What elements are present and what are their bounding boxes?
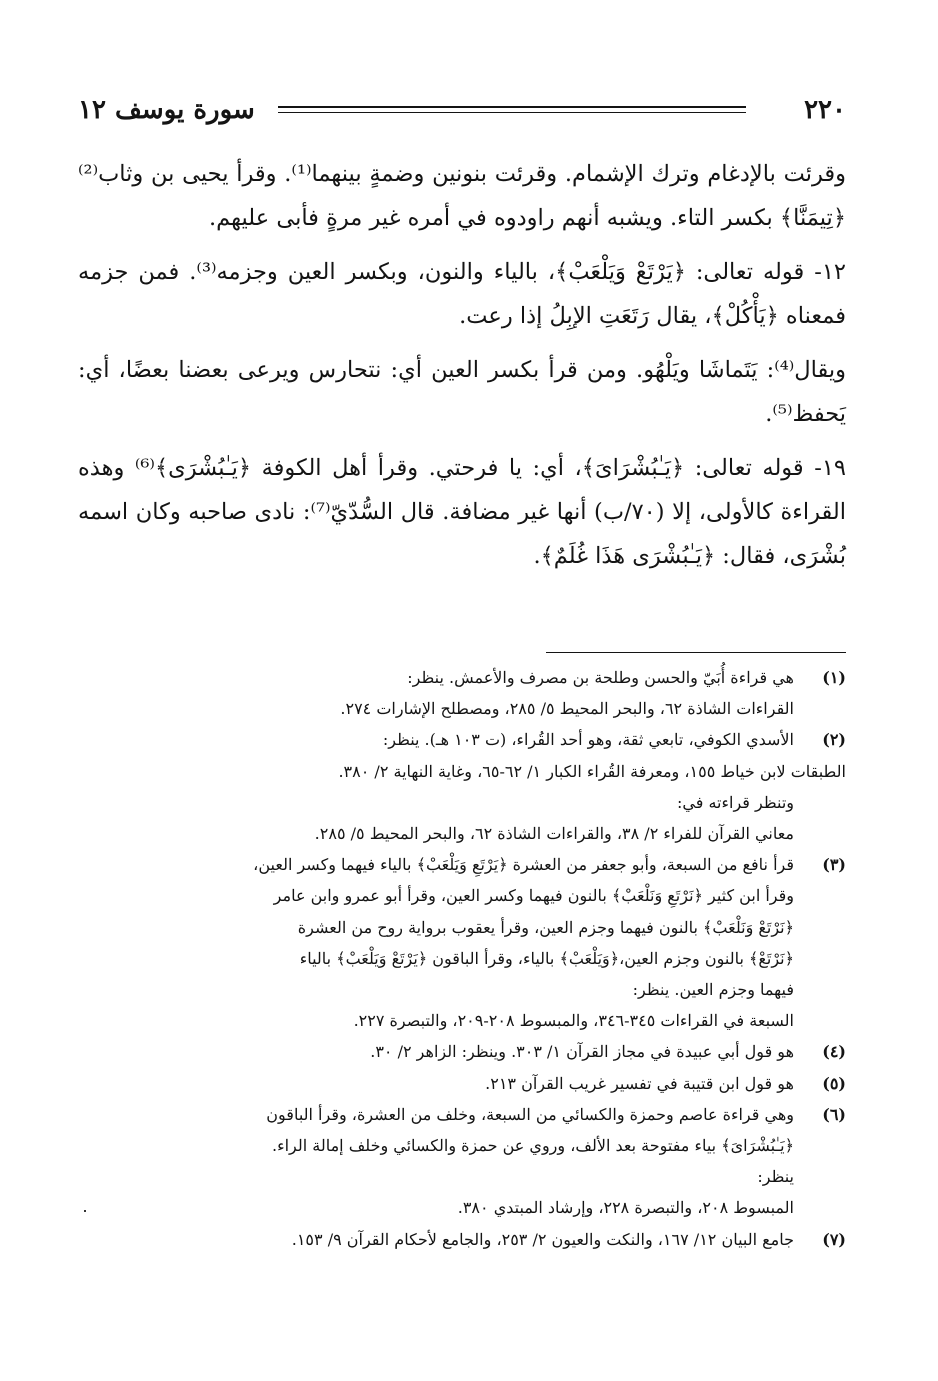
footnote-line: قرأ نافع من السبعة، وأبو جعفر من العشرة ﴿يَرْتَعِ وَيَلْعَبْ﴾ بالياء فيهما وكسر العين، bbox=[253, 855, 794, 875]
footnote-line: ينظر: bbox=[757, 1167, 794, 1187]
footnote-line: وتنظر قراءته في: bbox=[677, 792, 794, 812]
footnote-1 bbox=[78, 662, 846, 724]
scan-speck bbox=[84, 1210, 86, 1212]
page-header bbox=[78, 92, 846, 132]
footnote-divider bbox=[546, 652, 846, 653]
paragraph-2: ١٢- قوله تعالى: ﴿يَرْتَعْ وَيَلْعَبْ﴾، بالياء والنون، وبكسر العين وجزمه⁽³⁾. فمن جزمه فمعناه ﴿يَأْكُلْ﴾، يقال رَتَعَتِ الإبِلُ إذا رعت. bbox=[78, 259, 847, 329]
main-text bbox=[78, 152, 846, 588]
footnote-number: (٤) bbox=[822, 1042, 846, 1062]
page-number: ٢٢٠ bbox=[804, 95, 846, 125]
footnote-line: ﴿يَـٰبُشْرَاىَ﴾ بياء مفتوحة بعد الألف، وروي عن حمزة والكسائي وخلف إمالة الراء. bbox=[271, 1136, 794, 1156]
footnote-line: الأسدي الكوفي، تابعي ثقة، وهو أحد القُراء، (ت ١٠٣ هـ). ينظر: bbox=[382, 730, 794, 750]
footnote-line: هي قراءة أُبَيّ والحسن وطلحة بن مصرف والأعمش. ينظر: bbox=[407, 668, 794, 687]
footnote-line: جامع البيان ١٢/ ١٦٧، والنكت والعيون ٢/ ٢٥٣، والجامع لأحكام القرآن ٩/ ١٥٣. bbox=[291, 1229, 794, 1249]
footnote-line: المبسوط ٢٠٨، والتبصرة ٢٢٨، وإرشاد المبتدي ٣٨٠. bbox=[457, 1198, 794, 1218]
book-page bbox=[78, 92, 846, 1381]
paragraph-3: ويقال⁽⁴⁾: يَتَماشَا ويَلْهُو. ومن قرأ بكسر العين أي: نتحارس ويرعى بعضنا بعضًا، أي: يَحفظ⁽⁵⁾. bbox=[78, 357, 846, 427]
footnote-6 bbox=[78, 1099, 846, 1224]
footnote-line: الطبقات لابن خياط ١٥٥، ومعرفة القُراء الكبار ١/ ٦٢-٦٥، وغاية النهاية ٢/ ٣٨٠. bbox=[338, 761, 846, 781]
header-rule bbox=[278, 106, 746, 115]
footnote-line: ﴿نَرْتَعْ﴾ بالنون وجزم العين،﴿وَيَلْعَبْ﴾ بالياء، وقرأ الباقون ﴿يَرْتَعْ وَيَلْعَبْ﴾ بالياء bbox=[299, 948, 794, 968]
footnote-number: (١) bbox=[822, 668, 846, 687]
footnote-number: (٦) bbox=[822, 1104, 846, 1124]
footnote-line: القراءات الشاذة ٦٢، والبحر المحيط ٥/ ٢٨٥، ومصطلح الإشارات ٢٧٤. bbox=[340, 699, 794, 719]
footnote-number: (٧) bbox=[822, 1229, 846, 1249]
surah-title: سورة يوسف ١٢ bbox=[78, 95, 255, 125]
footnote-line: وقرأ ابن كثير ﴿نَرْتَعِ وَنَلْعَبْ﴾ بالنون فيهما وكسر العين، وقرأ أبو عمرو وابن عامر bbox=[273, 886, 794, 906]
footnote-number: (٢) bbox=[822, 730, 846, 750]
footnote-line: وهي قراءة عاصم وحمزة والكسائي من السبعة، وخلف من العشرة، وقرأ الباقون bbox=[266, 1104, 794, 1124]
footnote-3 bbox=[78, 849, 846, 1036]
footnote-line: ﴿نَرْتَعْ وَنَلْعَبْ﴾ بالنون فيهما وجزم العين، وقرأ يعقوب برواية روح من العشرة bbox=[297, 917, 794, 937]
footnote-4 bbox=[78, 1036, 846, 1067]
footnote-line: السبعة في القراءات ٣٤٥-٣٤٦، والمبسوط ٢٠٨-٢٠٩، والتبصرة ٢٢٧. bbox=[353, 1011, 794, 1031]
footnote-line: فيهما وجزم العين. ينظر: bbox=[632, 980, 794, 1000]
footnote-number: (٣) bbox=[822, 855, 846, 875]
footnote-number: (٥) bbox=[822, 1073, 846, 1093]
paragraph-1: وقرئت بالإدغام وترك الإشمام. وقرئت بنونين وضمةٍ بينهما⁽¹⁾. وقرأ يحيى بن وثاب⁽²⁾ ﴿تِيمَنَّا﴾ بكسر التاء. ويشبه أنهم راودوه في أمره غير مرةٍ فأبى عليهم. bbox=[78, 161, 847, 231]
footnote-5 bbox=[78, 1068, 846, 1099]
footnotes bbox=[78, 662, 846, 1255]
footnote-2 bbox=[78, 724, 846, 849]
footnote-line: معاني القرآن للفراء ٢/ ٣٨، والقراءات الشاذة ٦٢، والبحر المحيط ٥/ ٢٨٥. bbox=[314, 824, 794, 844]
footnote-line: هو قول أبي عبيدة في مجاز القرآن ١/ ٣٠٣. وينظر: الزاهر ٢/ ٣٠. bbox=[370, 1042, 794, 1062]
paragraph-4: ١٩- قوله تعالى: ﴿يَـٰبُشْرَاىَ﴾، أي: يا فرحتي. وقرأ أهل الكوفة ﴿يَـٰبُشْرَى﴾⁽⁶⁾ وهذه القراءة كالأولى، إلا (٧٠/ب) أنها غير مضافة. قال السُّدّيّ⁽⁷⁾: نادى صاحبه وكان اسمه بُشْرَى، فقال: ﴿يَـٰبُشْرَى هَذَا غُلَمٌ﴾. bbox=[78, 455, 846, 569]
footnote-7 bbox=[78, 1224, 846, 1255]
footnote-line: هو قول ابن قتيبة في تفسير غريب القرآن ٢١٣. bbox=[485, 1073, 794, 1093]
